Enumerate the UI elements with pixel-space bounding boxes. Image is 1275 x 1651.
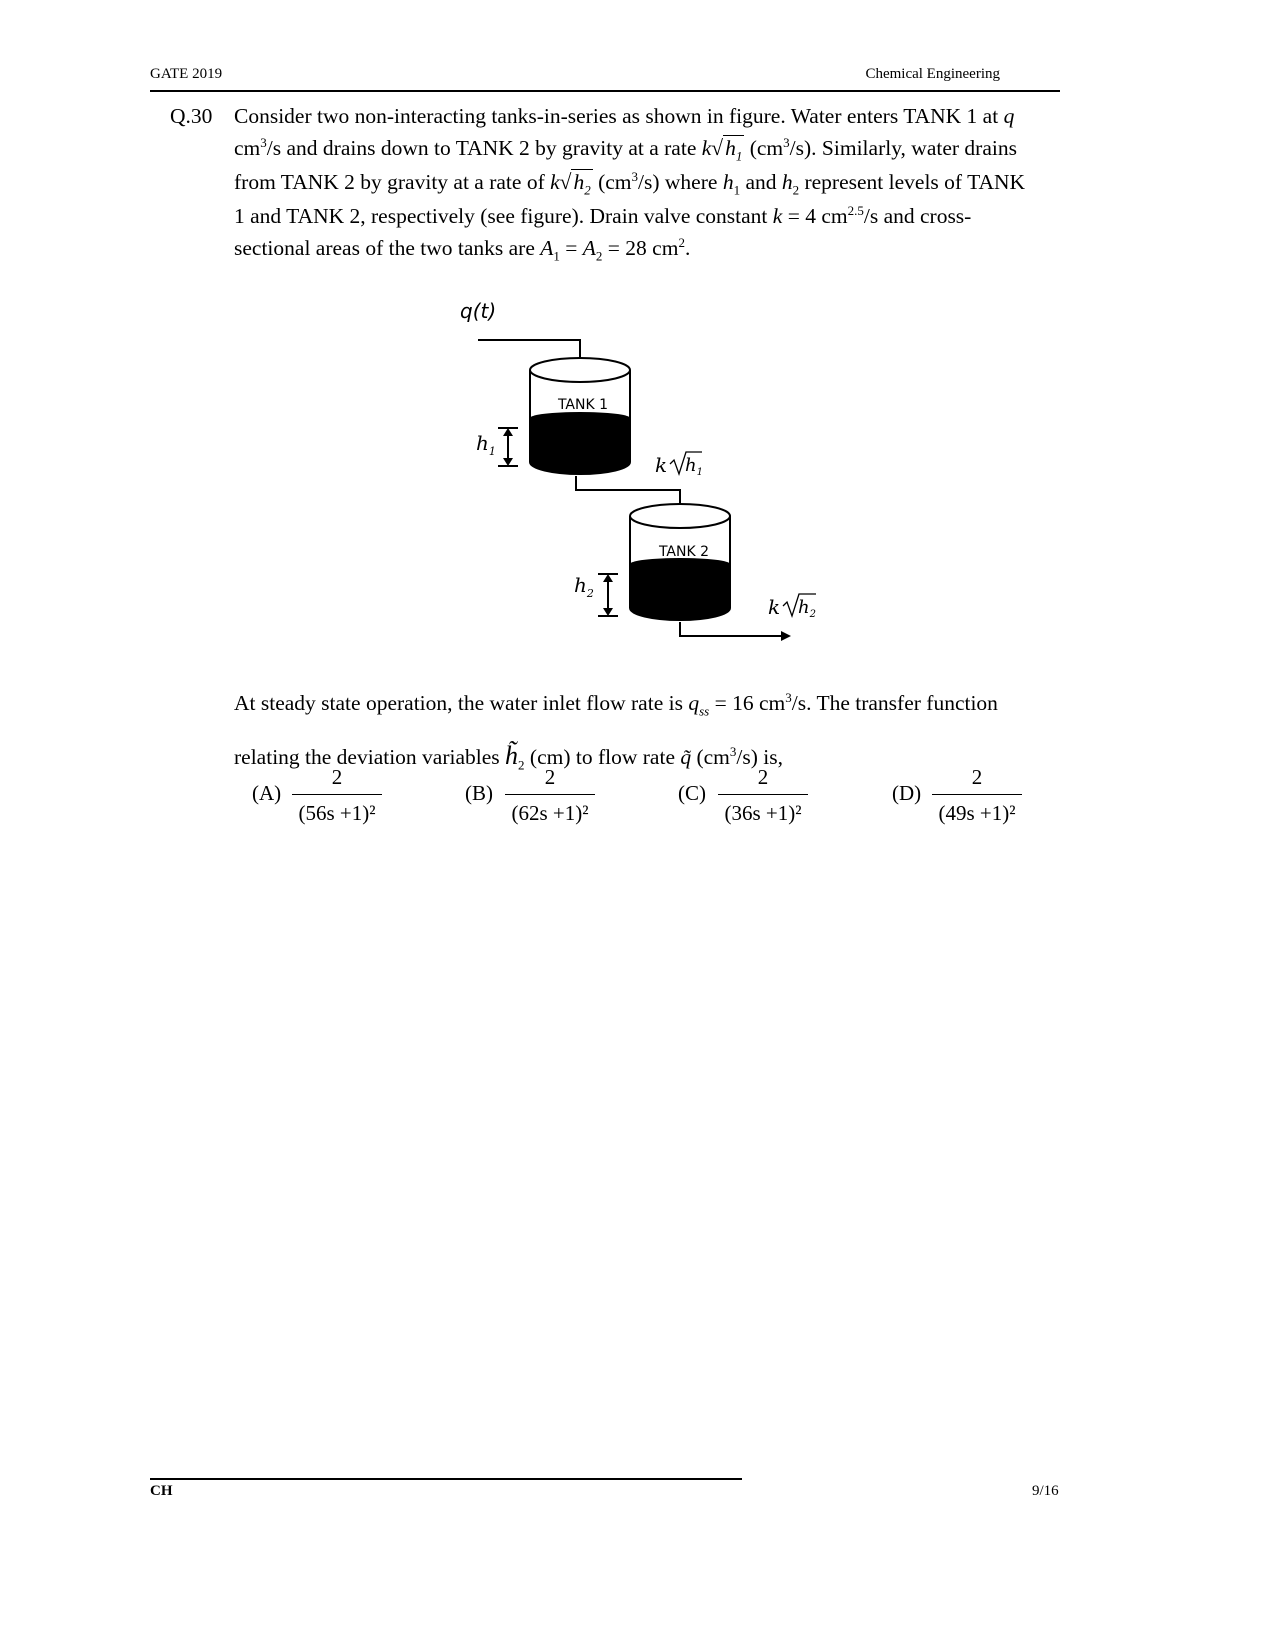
outlet-pipe <box>680 622 785 636</box>
subject-title: Chemical Engineering <box>865 66 1000 82</box>
option-label: (B) <box>465 781 493 805</box>
option-label: (C) <box>678 781 706 805</box>
h1-label: $h_1$ <box>476 431 496 458</box>
outlet-arrow-icon <box>781 631 791 641</box>
inlet-flow-label: q(t) <box>460 299 497 323</box>
question-line-5: sectional areas of the two tanks are $A_1 = A_2 = 28$ $cm^2$. <box>234 234 691 264</box>
footer-rule <box>150 1478 742 1480</box>
page-header <box>150 64 1060 92</box>
option-fraction: $\frac{2}{\text{(36s +1)²}}$ <box>718 765 808 826</box>
question-line-4: 1 and TANK 2, respectively (see figure). Drain valve constant k = 4 $cm^{2.5}/s$ and cross- <box>234 202 972 228</box>
option-label: (A) <box>252 781 282 805</box>
answer-options <box>252 765 1052 835</box>
tank-2-liquid <box>630 564 730 620</box>
option-fraction: $\frac{2}{\text{(49s +1)²}}$ <box>932 765 1022 826</box>
option-fraction: $\frac{2}{\text{(56s +1)²}}$ <box>292 765 382 826</box>
footer-subject-code: CH <box>150 1483 173 1499</box>
flow-1-label: k <box>655 453 668 477</box>
question-line-3: from TANK 2 by gravity at a rate of $k√h_2$ $(cm^3/s)$ where $h_1$ and $h_2$ represent levels of TANK <box>234 168 1026 198</box>
tank-1-label: TANK 1 <box>557 397 609 413</box>
svg-text:h1: $h_1$ <box>685 455 703 478</box>
tank-1-top <box>530 358 630 382</box>
question-text <box>234 100 1060 266</box>
exam-title: GATE 2019 <box>150 66 223 82</box>
followup-line-2: relating the deviation variables $h̃_2$ (cm) to flow rate q̃ $(cm^3/s)$ is, <box>234 741 784 773</box>
tank-1-liquid <box>530 418 630 474</box>
followup-line-1: At steady state operation, the water inlet flow rate is $q_{ss} = 16$ $cm^3/s$. The transfer function <box>234 689 998 719</box>
tank-diagram <box>440 290 860 660</box>
option-fraction: $\frac{2}{\text{(62s +1)²}}$ <box>505 765 595 826</box>
h2-label: $h_2$ <box>574 573 594 600</box>
flow-2-label: k <box>768 595 781 619</box>
question-number: Q.30 <box>170 104 213 128</box>
question-line-1: Consider two non-interacting tanks-in-series as shown in figure. Water enters TANK 1 at q <box>234 104 1015 128</box>
question-line-2: $cm^3/s$ and drains down to TANK 2 by gravity at a rate $k√h_1$ $(cm^3/s)$. Similarly, water drains <box>234 135 1017 164</box>
svg-text:h2: $h_2$ <box>798 597 816 620</box>
page-number: 9/16 <box>1032 1483 1059 1499</box>
tank-2-label: TANK 2 <box>658 544 710 560</box>
tank-2-top <box>630 504 730 528</box>
option-label: (D) <box>892 781 922 805</box>
